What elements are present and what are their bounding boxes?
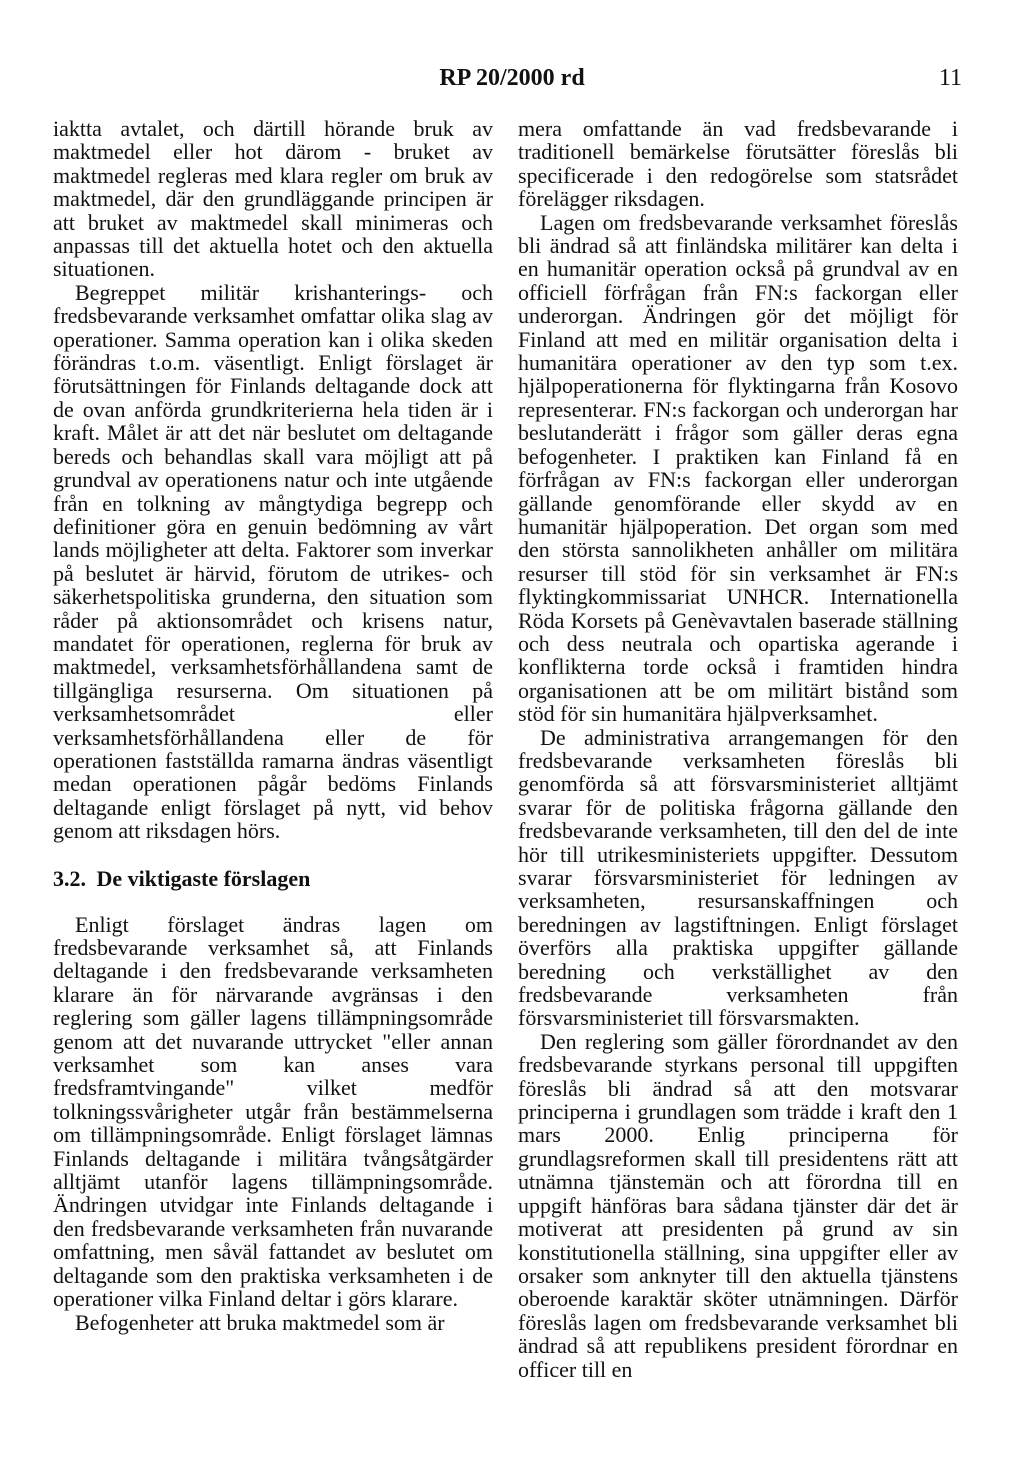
paragraph: mera omfattande än vad fredsbevarande i traditionell bemärkelse förutsätter föreslås bli specificerade i den redogörelse som statsrådet förelägger riksdagen.	[518, 116, 958, 212]
section-title: De viktigaste förslagen	[96, 865, 311, 891]
paragraph: Enligt förslaget ändras lagen om fredsbevarande verksamhet så, att Finlands deltagande i den fredsbevarande verksamheten klarare än för närvarande avgränsas i den reglering som gäller lagens tillämpningsområde genom att det nuvarande uttrycket "eller annan verksamhet som kan anses vara fredsframtvingande" vilket medför tolkningssvårigheter utgår från bestämmelserna om tillämpningsområde. Enligt förslaget lämnas Finlands deltagande i militära tvångsåtgärder alltjämt utanför lagens tillämpningsområde. Ändringen utvidgar inte Finlands deltagande i den fredsbevarande verksamheten från nuvarande omfattning, men såväl fattandet av beslutet om deltagande som den praktiska verksamheten i de operationer vilka Finland deltar i görs klarare.	[53, 911, 493, 1312]
page-header-title: RP 20/2000 rd	[439, 65, 585, 91]
paragraph: De administrativa arrangemangen för den fredsbevarande verksamheten föreslås bli genomförda så att försvarsministeriet alltjämt svarar för de politiska frågorna gällande den fredsbevarande verksamheten, till den del de inte hör till utrikesministeriets uppgifter. Dessutom svarar försvarsministeriet för ledningen av verksamheten, resursanskaffningen och beredningen av lagstiftningen. Enligt förslaget överförs alla praktiska uppgifter gällande beredning och verkställighet av den fredsbevarande verksamheten från försvarsministeriet till försvarsmakten.	[518, 724, 958, 1031]
paragraph: Befogenheter att bruka maktmedel som är	[75, 1309, 445, 1335]
section-number: 3.2.	[53, 865, 86, 891]
paragraph: iaktta avtalet, och därtill hörande bruk av maktmedel eller hot därom - bruket av maktmedel regleras med klara regler om bruk av maktmedel, där den grundläggande principen är att bruket av maktmedel skall minimeras och anpassas till det aktuella hotet och den aktuella situationen.	[53, 116, 493, 282]
paragraph: Den reglering som gäller förordnandet av den fredsbevarande styrkans personal till uppgiften föreslås bli ändrad så att den motsvarar principerna i grundlagen som trädde i kraft den 1 mars 2000. Enlig principerna för grundlagsreformen skall till presidentens rätt att utnämna tjänstemän och att förordna till en uppgift hänföras bara sådana tjänster där det är motiverat att presidenten på grund av sin konstitutionella ställning, sina uppgifter eller av orsaker som anknyter till den aktuella tjänstens oberoende karaktär sköter utnämningen. Därför föreslås lagen om fredsbevarande verksamhet bli ändrad så att republikens president förordnar en officer till en	[518, 1028, 958, 1382]
left-column	[53, 117, 493, 1334]
paragraph: Lagen om fredsbevarande verksamhet föreslås bli ändrad så att finländska militärer kan delta i en humanitär operation också på grundval av en officiell förfrågan från FN:s fackorgan eller underorgan. Ändringen gör det möjligt för Finland att med en militär organisation delta i humanitära operationer av den typ som t.ex. hjälpoperationerna för flyktingarna från Kosovo representerar. FN:s fackorgan och underorgan har beslutanderätt i frågor som gäller deras egna befogenheter. I praktiken kan Finland få en förfrågan av FN:s fackorgan eller underorgan gällande genomförande eller skydd av en humanitär hjälpoperation. Det organ som med den största sannolikheten anhåller om militära resurser till stöd för sin verksamhet är FN:s flyktingkommissariat UNHCR. Internationella Röda Korsets på Genèvavtalen baserade ställning och dess neutrala och opartiska agerande i konflikterna torde också i framtiden hindra organisationen att be om militärt bistånd som stöd för sin humanitära hjälpverksamhet.	[518, 209, 958, 727]
paragraph: Begreppet militär krishanterings- och fredsbevarande verksamhet omfattar olika slag av operationer. Samma operation kan i olika skeden förändras t.o.m. väsentligt. Enligt förslaget är förutsättningen för Finlands deltagande dock att de ovan anförda grundkriterierna hela tiden är i kraft. Målet är att det när beslutet om deltagande bereds och behandlas skall vara möjligt att på grundval av operationens natur och inte utgående från en tolkning av mångtydiga begrepp och definitioner göra en genuin bedömning av vårt lands möjligheter att delta. Faktorer som inverkar på beslutet är härvid, förutom de utrikes- och säkerhetspolitiska grunderna, den situation som råder på aktionsområdet och krisens natur, mandatet för operationen, reglerna för bruk av maktmedel, verksamhetsförhållandena samt de tillgängliga resurserna. Om situationen på verksamhetsområdet eller verksamhetsförhållandena eller de för operationen fastställda ramarna ändras väsentligt medan operationen pågår bedöms Finlands deltagande enligt förslaget på nytt, vid behov genom att riksdagen hörs.	[53, 279, 493, 844]
right-column	[518, 117, 958, 1381]
section-heading	[53, 867, 493, 891]
page-number: 11	[938, 65, 962, 91]
